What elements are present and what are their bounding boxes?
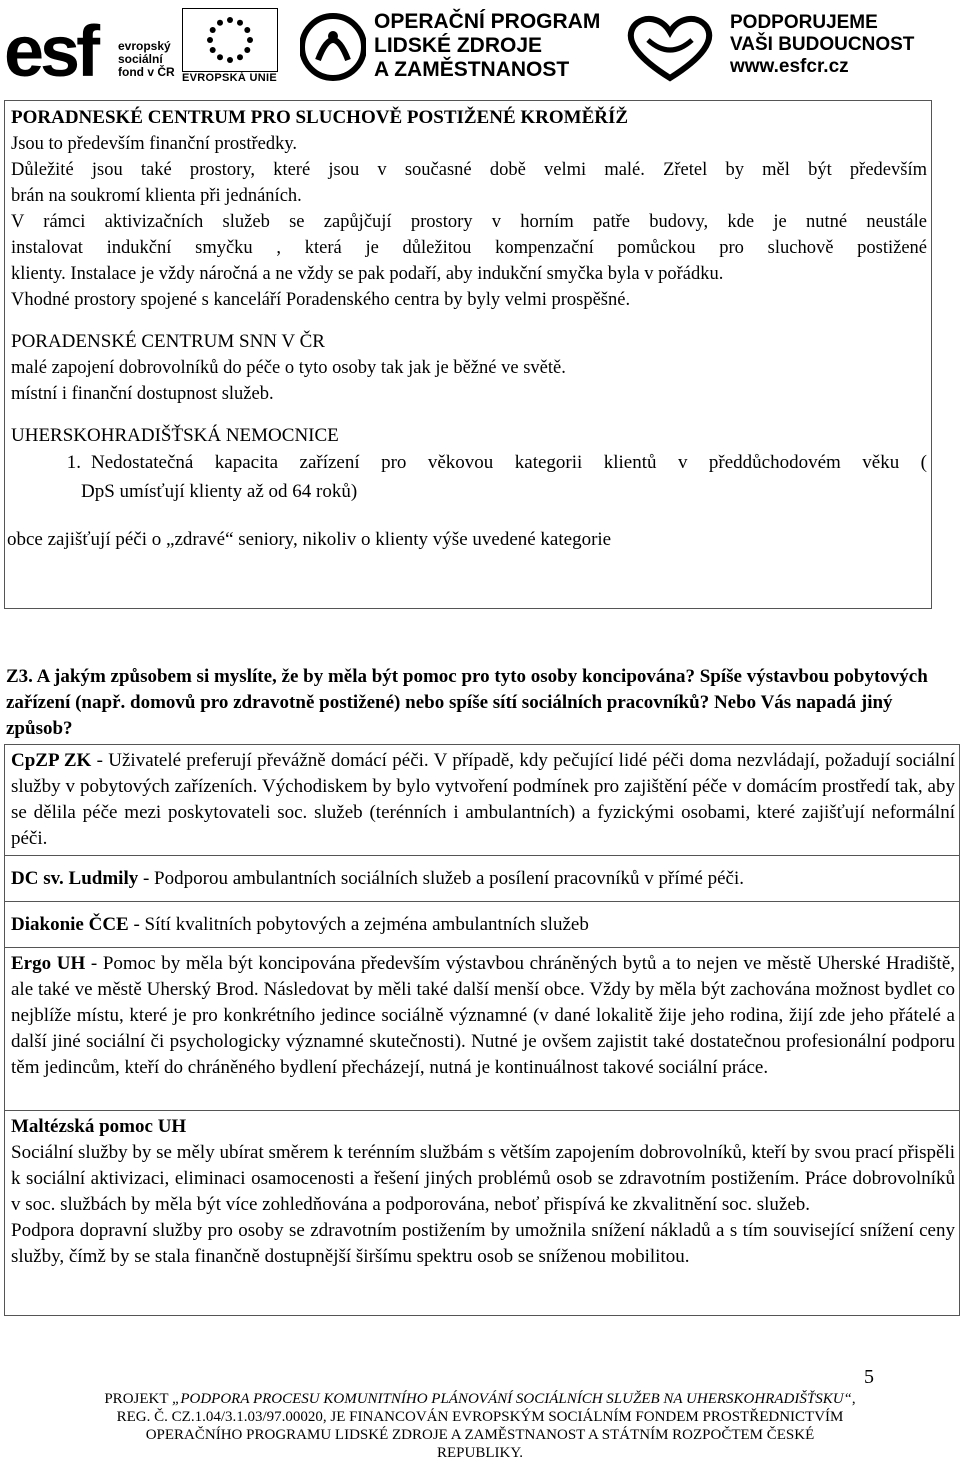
answer-text: - Pomoc by měla být koncipována především výstavbou chráněných bytů a to nejen ve městě Uherské Hradiště, ale také ve městě Uherský Brod. Následovat by měli také další menší obce. Vždy by měla být zachována možnost bydlet co nejblíže místu, které je pro konkrétního jedince sociálně významné (v dané lokalitě žije jeho rodina, žijí zde jeho přátelé a další jiné sociální či psychologicky významné skutečnosti). Nutné je ovšem zajistit také dostatečnou profesionální podporu těm jedincům, kteří do chráněného bydlení přecházejí, nutná je kontinuálnost takové sociální práce. [11,953,956,1078]
text-line: Jsou to především finanční prostředky. [11,134,298,154]
org-name: Ergo UH [11,953,86,974]
heart-hands-icon [618,10,722,84]
text-line: brán na soukromí klienta při jednáních. [11,186,302,206]
answers-box-z2 [4,100,932,609]
esf-logo [4,6,116,86]
text-line: Důležité jsou také prostory, které jsou v současné době velmi malé. Zřetel by měl být především [11,160,927,180]
text-line: Vhodné prostory spojené s kanceláří Poradenského centra by byly velmi prospěšné. [11,290,631,310]
org-name: Maltézská pomoc UH [11,1116,187,1137]
section-title: PORADENSKÉ CENTRUM SNN V ČR [11,331,325,352]
logo-header [0,0,960,92]
item-text-continuation: DpS umísťují klienty až od 64 roků) [81,481,358,502]
section-title: PORADNESKÉ CENTRUM PRO SLUCHOVĚ POSTIŽENÉ KROMĚŘÍŽ [11,107,629,128]
text-line: obce zajišťují péči o „zdravé“ seniory, nikoliv o klienty výše uvedené kategorie [7,529,612,550]
answers-box-z3 [4,744,960,1316]
text-line: V rámci aktivizačních služeb se zapůjčují prostory v horním patře budovy, kde je nutné neustále [11,212,927,232]
answer-row-maltezska [5,1111,959,1273]
answer-row-cpzp [5,745,959,856]
org-name: Diakonie ČCE [11,914,129,935]
answer-text: Sociální služby by se měly ubírat směrem k terénním službám s větším zapojením dobrovolníků, kteří by svou prací přispěli k sociální aktivizaci, eliminaci osamocenosti a řešení jiných problémů osob se zdravotním postižením. Práce dobrovolníků v soc. službách by měla být více zohledňována a podporována, neboť přispívá ke zkvalitnění soc. služeb. [11,1142,956,1215]
item-text: Nedostatečná kapacita zařízení pro věkovou kategorii klientů v předdůchodovém věku ( [91,452,927,473]
text-line: malé zapojení dobrovolníků do péče o tyto osoby tak jak je běžné ve světě. [11,358,566,378]
esf-caption: evropský sociální fond v ČR [118,39,175,79]
op-program-icon [300,10,366,84]
text-line: klienty. Instalace je vždy náročná a ne vždy se pak podaří, aby indukční smyčka byla v pořádku. [11,264,724,284]
answer-row-diakonie [5,902,959,948]
support-slogan: PODPORUJEME VAŠI BUDOUCNOST www.esfcr.cz [730,12,915,77]
op-program-title: OPERAČNÍ PROGRAM LIDSKÉ ZDROJE A ZAMĚSTNANOST [374,10,601,81]
answer-row-dc [5,856,959,902]
eu-label: EVROPSKÁ UNIE [182,72,277,84]
answer-text: - Uživatelé preferují převážně domácí péči. V případě, kdy pečující lidé péči doma nezvládají, požadují sociální služby v pobytových zařízeních. Východiskem by bylo vytvoření podmínek pro zajištění péče v domácím prostředí tak, aby se dělila péče mezi poskytovateli soc. služeb (terénních i ambulantních) a fyzickými osobami, které zajišťují neformální péči. [11,750,955,849]
answer-text: - Podporou ambulantních sociálních služeb a posílení pracovníků v přímé péči. [138,868,744,889]
answer-text: Podpora dopravní služby pro osoby se zdravotním postižením by umožnila snížení nákladů a s tím související snížení ceny služby, čímž by se stala finančně dostupnější širšímu spektru osob se sníženou mobilitou. [11,1220,955,1267]
page-number: 5 [864,1366,874,1388]
section-title: UHERSKOHRADIŠŤSKÁ NEMOCNICE [11,425,339,446]
esf-letters: esf [4,12,97,86]
text-line: instalovat indukční smyčku , která je důležitou kompenzační pomůckou pro sluchově postižené [11,238,927,258]
org-name: DC sv. Ludmily [11,868,139,889]
project-footer: PROJEKT „PODPORA PROCESU KOMUNITNÍHO PLÁNOVÁNÍ SOCIÁLNÍCH SLUŽEB NA UHERSKOHRADIŠŤSKU“, REG. Č. CZ.1.04/3.1.03/97.00020, JE FINANCOVÁN EVROPSKÝM SOCIÁLNÍM FONDEM PROSTŘEDNICTVÍM OPERAČNÍHO PROGRAMU LIDSKÉ ZDROJE A ZAMĚSTNANOST A STÁTNÍM ROZPOČTEM ČESKÉ REPUBLIKY. [104,1391,856,1461]
numbered-item [11,449,927,477]
question-z3: Z3. A jakým způsobem si myslíte, že by měla být pomoc pro tyto osoby koncipována? Spíše výstavbou pobytových zařízení (např. domovů pro zdravotně postižené) nebo spíše sítí sociálních pracovníků? Nebo Vás napadá jiný způsob? [6,666,928,739]
item-number: 1. [66,452,81,473]
text-line: místní i finanční dostupnost služeb. [11,384,274,404]
answer-text: - Sítí kvalitních pobytových a zejména ambulantních služeb [128,914,589,935]
org-name: CpZP ZK [11,750,92,771]
eu-flag-icon [182,8,278,72]
answer-row-ergo [5,948,959,1111]
